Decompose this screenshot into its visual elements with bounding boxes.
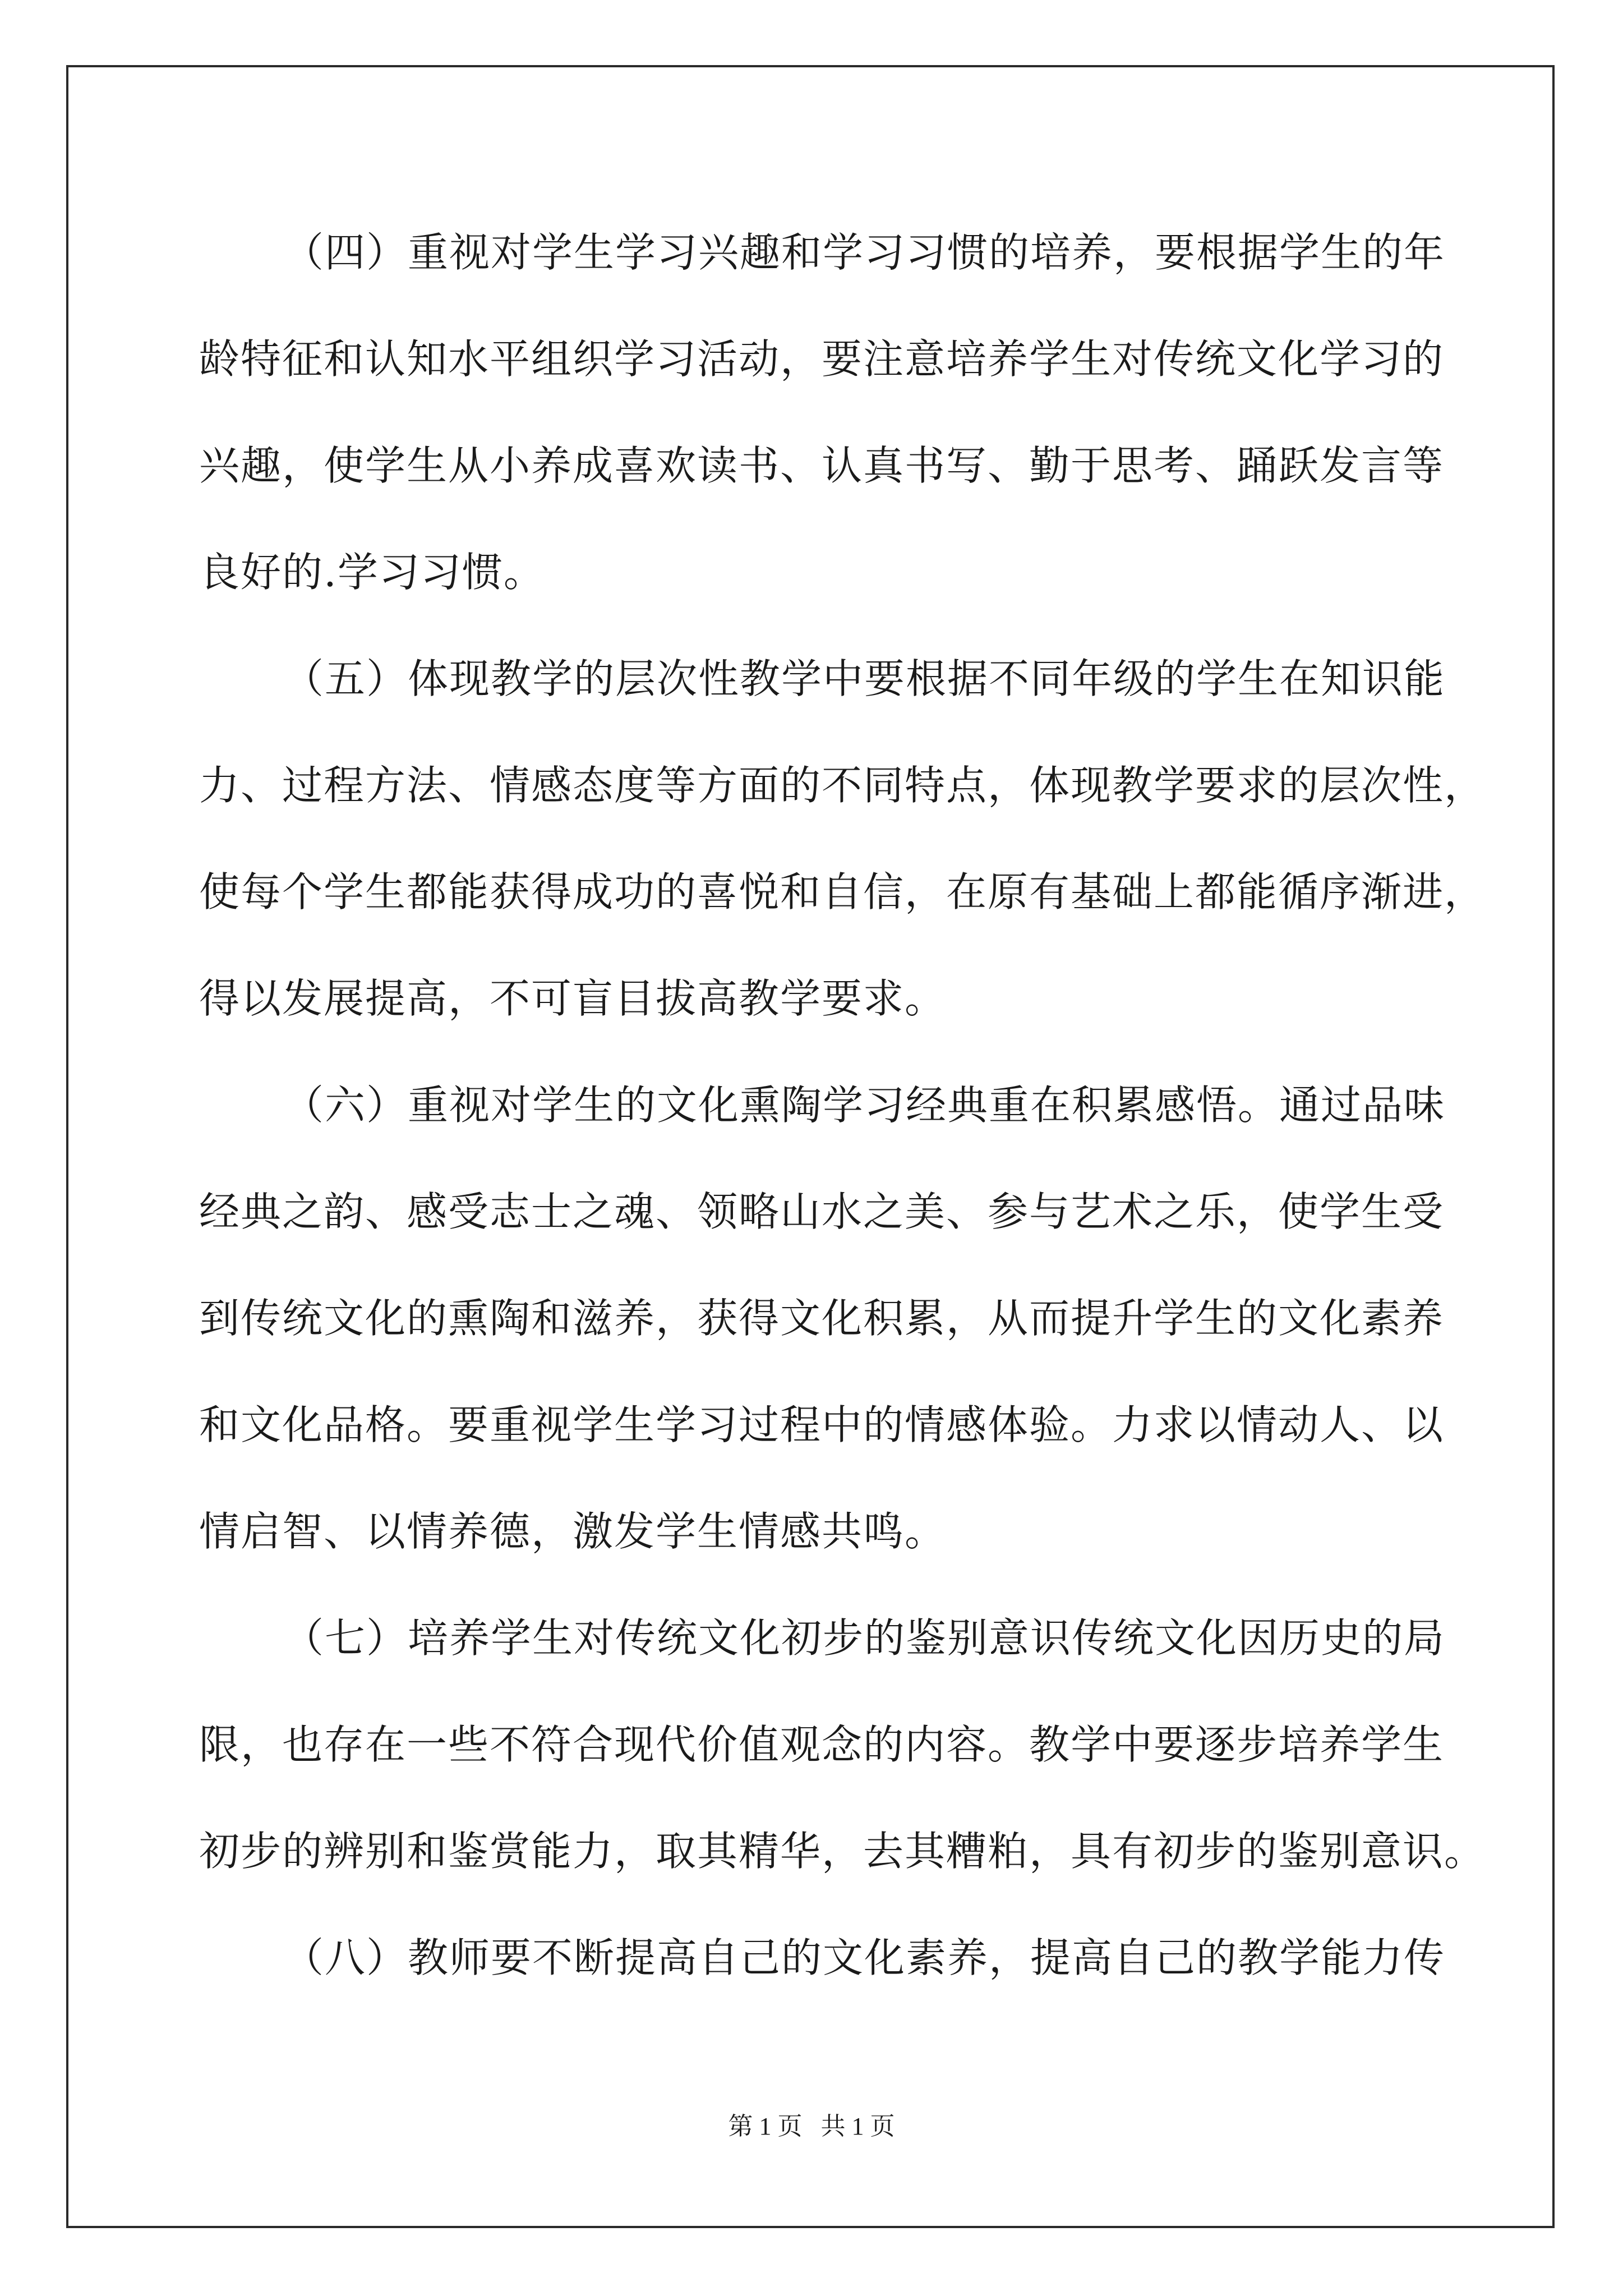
paragraph-4-line-2: 龄特征和认知水平组织学习活动，要注意培养学生对传统文化学习的 <box>199 335 1445 383</box>
paragraph-5-line-4: 得以发展提高，不可盲目拔高教学要求。 <box>199 975 947 1022</box>
document-body <box>199 199 1486 2011</box>
paragraph-6-line-1: （六）重视对学生的文化熏陶学习经典重在积累感悟。通过品味 <box>283 1082 1446 1129</box>
paragraph-4-line-4: 良好的.学习习惯。 <box>199 549 545 596</box>
paragraph-6-line-4: 和文化品格。要重视学生学习过程中的情感体验。力求以情动人、以 <box>199 1401 1445 1448</box>
paragraph-7-line-2: 限，也存在一些不符合现代价值观念的内容。教学中要逐步培养学生 <box>199 1721 1445 1768</box>
paragraph-6-line-2: 经典之韵、感受志士之魂、领略山水之美、参与艺术之乐，使学生受 <box>199 1188 1445 1235</box>
page-number-footer: 第 1 页 共 1 页 <box>728 2113 895 2140</box>
paragraph-6-line-5: 情启智、以情养德，激发学生情感共鸣。 <box>199 1508 947 1555</box>
paragraph-7-line-1: （七）培养学生对传统文化初步的鉴别意识传统文化因历史的局 <box>283 1614 1446 1662</box>
paragraph-8-line-1: （八）教师要不断提高自己的文化素养，提高自己的教学能力传 <box>283 1934 1446 1981</box>
paragraph-4-line-1: （四）重视对学生学习兴趣和学习习惯的培养，要根据学生的年 <box>283 229 1446 276</box>
paragraph-6-line-3: 到传统文化的熏陶和滋养，获得文化积累，从而提升学生的文化素养 <box>199 1295 1445 1342</box>
paragraph-4-line-3: 兴趣，使学生从小养成喜欢读书、认真书写、勤于思考、踊跃发言等 <box>199 442 1445 489</box>
paragraph-5-line-2: 力、过程方法、情感态度等方面的不同特点，体现教学要求的层次性， <box>199 762 1486 809</box>
paragraph-5-line-3: 使每个学生都能获得成功的喜悦和自信，在原有基础上都能循序渐进， <box>199 868 1486 915</box>
paragraph-5-line-1: （五）体现教学的层次性教学中要根据不同年级的学生在知识能 <box>283 655 1446 702</box>
paragraph-7-line-3: 初步的辨别和鉴赏能力，取其精华，去其糟粕，具有初步的鉴别意识。 <box>199 1828 1486 1875</box>
